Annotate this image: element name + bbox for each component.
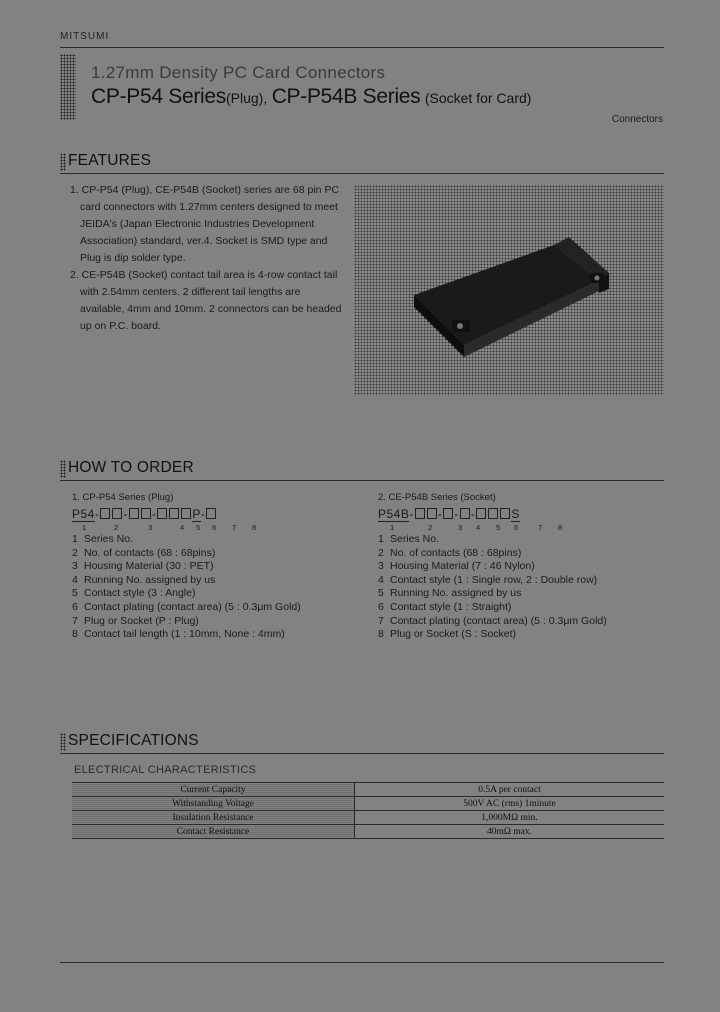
- list-item: 2 No. of contacts (68 : 68pins): [378, 546, 522, 559]
- spec-value: 40mΩ max.: [355, 825, 665, 839]
- title-accent-bar: [60, 54, 76, 120]
- specifications-heading: [60, 731, 664, 754]
- specifications-heading-label: SPECIFICATIONS: [68, 732, 199, 749]
- list-item: 8 Contact tail length (1 : 10mm, None : 4mm): [72, 628, 285, 641]
- list-item: 5 Running No. assigned by us: [378, 587, 522, 600]
- list-item: 7 Plug or Socket (P : Plug): [72, 614, 199, 627]
- table-row: [72, 783, 664, 797]
- table-row: [72, 797, 664, 811]
- spec-value: 0.5A per contact: [355, 783, 665, 797]
- socket-order-list: [378, 533, 664, 642]
- page-title: [91, 85, 531, 109]
- connector-illustration: [354, 185, 664, 395]
- title-socket-series: CP-P54B Series: [271, 85, 421, 108]
- code-series: P54: [72, 507, 95, 521]
- bottom-rule: [60, 962, 664, 963]
- spec-label: Contact Resistance: [72, 825, 355, 839]
- list-item: 2 No. of contacts (68 : 68pins): [72, 546, 216, 559]
- features-heading-label: FEATURES: [68, 152, 152, 169]
- socket-order-heading: 2. CE-P54B Series (Socket): [378, 492, 496, 503]
- title-plug-note: (Plug),: [226, 90, 268, 106]
- how-to-order-heading-label: HOW TO ORDER: [68, 459, 194, 476]
- plug-part-code: P54- - - P-: [72, 507, 362, 523]
- section-marker-icon: [60, 733, 66, 751]
- list-item: 7 Contact plating (contact area) (5 : 0.3μm Gold): [378, 614, 607, 627]
- section-marker-icon: [60, 460, 66, 478]
- code-socket-letter: S: [511, 507, 520, 521]
- spec-label: Withstanding Voltage: [72, 797, 355, 811]
- list-item: 8 Plug or Socket (S : Socket): [378, 628, 517, 641]
- spec-value: 500V AC (rms) 1minute: [355, 797, 665, 811]
- category-label: Connectors: [611, 114, 663, 125]
- features-heading: [60, 151, 664, 174]
- page-subtitle: 1.27mm Density PC Card Connectors: [91, 63, 386, 82]
- socket-order-block: [378, 492, 664, 642]
- list-item: 6 Contact style (1 : Straight): [378, 600, 512, 613]
- socket-part-code: P54B- - - - S: [378, 507, 520, 521]
- socket-code-positions: 1 2 3 4 5 6 7 8: [390, 523, 563, 532]
- title-plug-series: CP-P54 Series: [91, 85, 226, 108]
- feature-item: 1. CP-P54 (Plug), CE-P54B (Socket) series are 68 pin PC card connectors with 1.27mm centers designed to meet JEIDA's (Japan Electronic Industries Development Association) standard, ver.4. Socket is SMD type and Plug is dip solder type.: [70, 184, 340, 264]
- brand-logo-text: MITSUMI: [60, 31, 110, 42]
- list-item: 5 Contact style (3 : Angle): [72, 587, 196, 600]
- electrical-characteristics-heading: ELECTRICAL CHARACTERISTICS: [74, 764, 257, 776]
- section-marker-icon: [60, 153, 66, 171]
- plug-code-positions: 1 2 3 4 5 6 7 8: [82, 523, 257, 532]
- how-to-order-heading: [60, 458, 664, 481]
- title-socket-note: (Socket for Card): [424, 90, 532, 106]
- plug-order-list: [72, 533, 362, 642]
- spec-label: Insulation Resistance: [72, 811, 355, 825]
- list-item: 3 Housing Material (7 : 46 Nylon): [378, 560, 535, 573]
- code-plug-letter: P: [192, 507, 201, 521]
- plug-order-heading: 1. CP-P54 Series (Plug): [72, 492, 174, 503]
- electrical-spec-table: [72, 782, 664, 839]
- list-item: 3 Housing Material (30 : PET): [72, 560, 214, 573]
- table-row: [72, 825, 664, 839]
- list-item: 6 Contact plating (contact area) (5 : 0.3μm Gold): [72, 600, 301, 613]
- list-item: 1 Series No.: [378, 533, 440, 545]
- plug-order-block: [72, 492, 362, 642]
- features-list: [70, 182, 342, 335]
- list-item: 4 Contact style (1 : Single row, 2 : Double row): [378, 573, 598, 586]
- top-rule: [60, 47, 664, 48]
- code-series: P54B: [378, 507, 410, 521]
- connector-photo: [354, 185, 664, 395]
- feature-item: 2. CE-P54B (Socket) contact tail area is 4-row contact tail with 2.54mm centers. 2 different tail lengths are available, 4mm and 10mm. 2 connectors can be headed up on P.C. board.: [70, 269, 342, 332]
- list-item: 1 Series No.: [72, 533, 134, 545]
- table-row: [72, 811, 664, 825]
- spec-label: Current Capacity: [72, 783, 355, 797]
- spec-value: 1,000MΩ min.: [355, 811, 665, 825]
- list-item: 4 Running No. assigned by us: [72, 573, 216, 586]
